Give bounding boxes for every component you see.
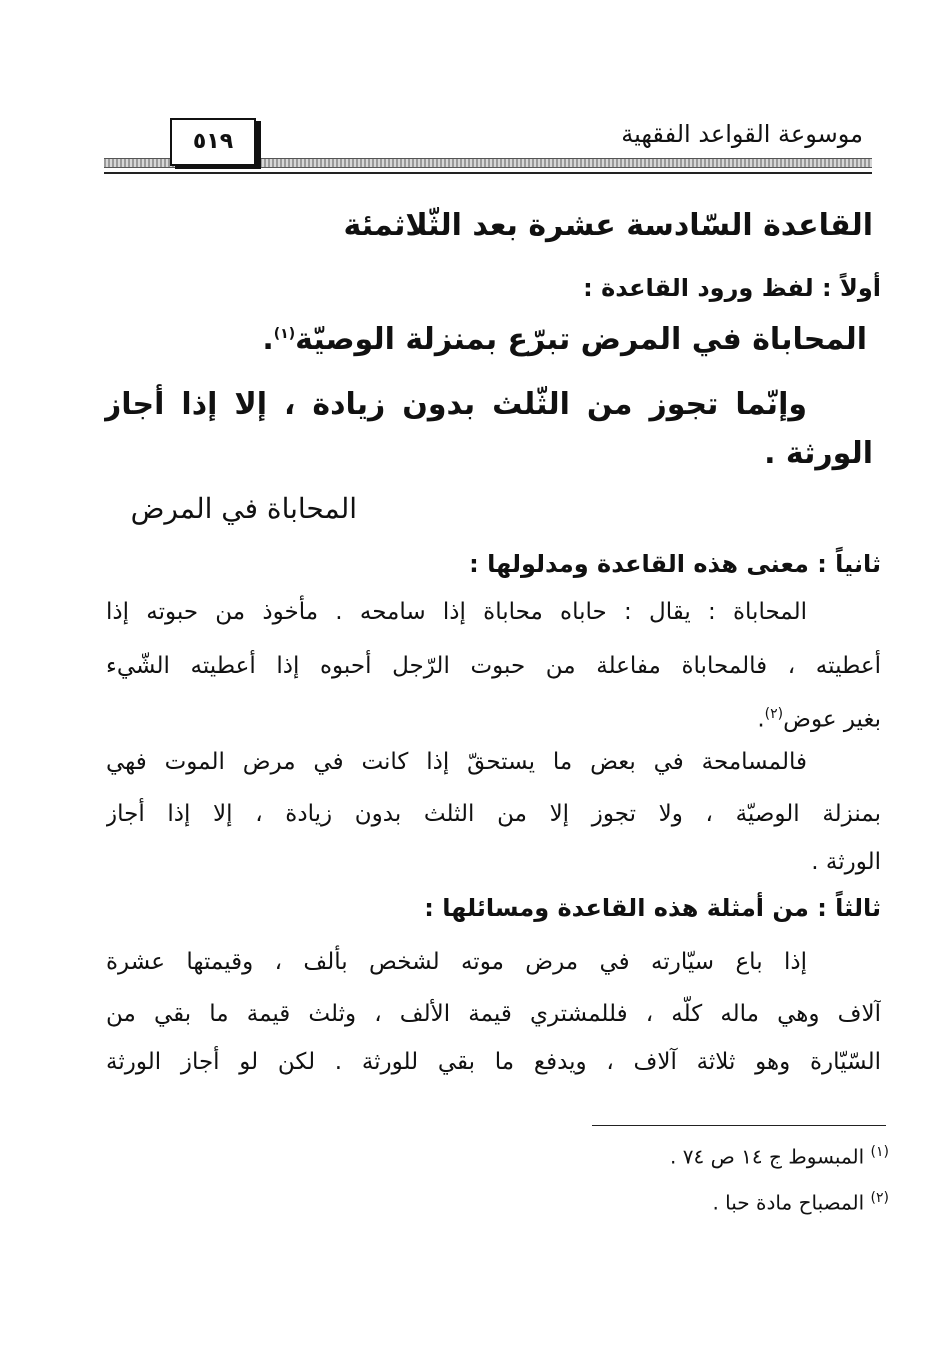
rule-text-line-1 xyxy=(262,322,867,357)
footnote-separator xyxy=(592,1125,886,1126)
rule-text-line-2: وإنّما تجوز من الثّلث بدون زيادة ، إلا إذا أجاز xyxy=(104,387,807,422)
footnote-1-marker: (١) xyxy=(870,1144,889,1160)
rule-text-line-1-end: . xyxy=(262,322,274,357)
section-3-paragraph-1-line-3: السّيّارة وهو ثلاثة آلاف ، ويدفع ما بقي للورثة . لكن لو أجاز الورثة xyxy=(106,1049,881,1075)
footnote-1-text: المبسوط ج ١٤ ص ٧٤ . xyxy=(670,1144,865,1169)
section-3-paragraph-1-line-1: إذا باع سيّارته في مرض موته لشخص بألف ، وقيمتها عشرة xyxy=(106,949,807,975)
section-2-paragraph-2-line-2: بمنزلة الوصيّة ، ولا تجوز إلا من الثلث بدون زيادة ، إلا إذا أجاز xyxy=(106,801,881,827)
footnote-ref-2[interactable]: (٢) xyxy=(764,706,784,722)
footnote-2 xyxy=(712,1190,889,1215)
footnote-1 xyxy=(670,1144,889,1169)
section-3-label: ثالثاً : من أمثلة هذه القاعدة ومسائلها : xyxy=(424,894,881,922)
section-2-paragraph-1-line-1: المحاباة : يقال : حاباه محاباة إذا سامحه . مأخوذ من حبوته إذا xyxy=(106,599,807,625)
section-2-paragraph-2-line-3: الورثة . xyxy=(811,849,881,875)
page-number: ٥١٩ xyxy=(192,129,234,154)
footnote-2-text: المصباح مادة حبا . xyxy=(712,1190,865,1215)
section-3-paragraph-1-line-2: آلاف وهي ماله كلّه ، فللمشتري قيمة الألف ، وثلث قيمة ما بقي من xyxy=(106,1001,881,1027)
section-2-paragraph-1-line-3 xyxy=(757,696,881,732)
header-rule xyxy=(104,172,872,174)
page-number-box xyxy=(170,118,256,166)
footnote-ref-1[interactable]: (١) xyxy=(273,326,296,342)
running-header-title: موسوعة القواعد الفقهية xyxy=(621,120,863,148)
section-2-p1-line-3-body: بغير عوض xyxy=(783,706,881,733)
rule-text-line-1-body: المحاباة في المرض تبرّع بمنزلة الوصيّة xyxy=(295,322,867,357)
section-2-paragraph-1-line-2: أعطيته ، فالمحاباة مفاعلة من حبوت الرّجل أحبوه إذا أعطيته الشّيء xyxy=(106,653,881,679)
rule-heading: القاعدة السّادسة عشرة بعد الثّلاثمئة xyxy=(343,208,873,243)
footnote-2-marker: (٢) xyxy=(870,1190,889,1206)
rule-text-line-3: الورثة . xyxy=(764,436,873,471)
handwritten-note: المحاباة في المرض xyxy=(130,492,357,525)
section-2-p1-line-3-end: . xyxy=(757,706,765,733)
section-2-label: ثانياً : معنى هذه القاعدة ومدلولها : xyxy=(469,550,881,578)
section-1-label: أولاً : لفظ ورود القاعدة : xyxy=(583,274,881,302)
section-2-paragraph-2-line-1: فالمسامحة في بعض ما يستحقّ إذا كانت في مرض الموت فهي xyxy=(106,749,807,775)
